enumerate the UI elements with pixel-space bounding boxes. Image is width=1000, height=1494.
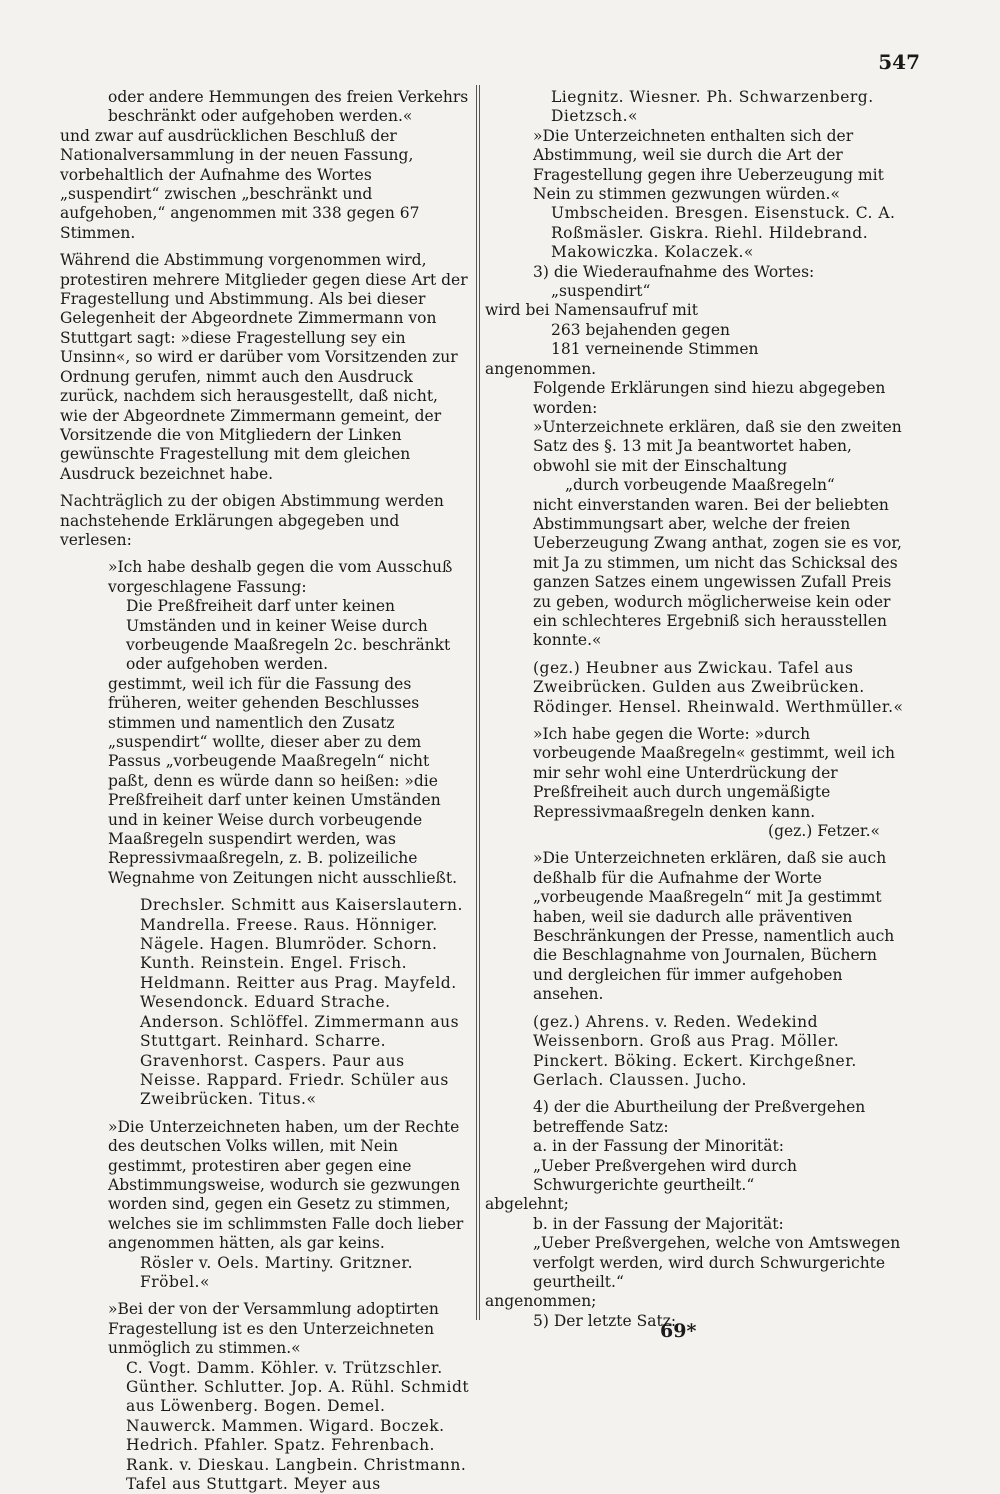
paragraph: Rösler v. Oels. Martiny. Gritzner. Fröbel.« — [140, 1253, 414, 1291]
right-column — [485, 88, 910, 1331]
paragraph: nicht einverstanden waren. Bei der beliebten Abstimmungsart aber, welche der freien Ueberzeugung Zwang anthat, zogen sie es vor, mit Ja zu stimmen, um nicht das Schicksal des ganzen Satzes einem ungewissen Zufall Preis zu geben, wodurch möglicherweise kein oder ein schlechteres Ergebniß sich herausstellen konnte.« — [533, 495, 902, 650]
paragraph: angenommen; — [485, 1292, 597, 1311]
paragraph: »Bei der von der Versammlung adoptirten Fragestellung ist es den Unterzeichneten unmöglich zu stimmen.« — [108, 1300, 439, 1358]
paragraph: 181 verneinende Stimmen — [551, 340, 759, 359]
paragraph: Drechsler. Schmitt aus Kaiserslautern. Mandrella. Freese. Raus. Hönniger. Nägele. Hagen. Blumröder. Schorn. Kunth. Reinstein. Engel. Frisch. Heldmann. Reitter aus Prag. Mayfeld. Wesendonck. Eduard Strache. Anderson. Schlöffel. Zimmermann aus Stuttgart. Reinhard. Scharre. Gravenhorst. Caspers. Paur aus Neisse. Rappard. Friedr. Schüler aus Zweibrücken. Titus.« — [140, 896, 463, 1109]
paragraph: wird bei Namensaufruf mit — [485, 301, 698, 320]
paragraph: „Ueber Preßvergehen wird durch Schwurgerichte geurtheilt.“ — [533, 1156, 798, 1194]
paragraph: und zwar auf ausdrücklichen Beschluß der Nationalversammlung in der neuen Fassung, vorbehaltlich der Aufnahme des Wortes „suspendirt“ zwischen „beschränkt und aufgehoben,“ angenommen mit 338 gegen 67 Stimmen. — [60, 126, 420, 242]
paragraph: »Ich habe gegen die Worte: »durch vorbeugende Maaßregeln« gestimmt, weil ich mir sehr wohl eine Unterdrückung der Preßfreiheit auch durch ungemäßigte Repressivmaaßregeln denken kann. — [533, 725, 896, 821]
paragraph: Während die Abstimmung vorgenommen wird, protestiren mehrere Mitglieder gegen diese Art der Fragestellung und Abstimmung. Als bei dieser Gelegenheit der Abgeordnete Zimmermann von Stuttgart sagt: »diese Fragestellung sey ein Unsinn«, so wird er darüber vom Vorsitzenden zur Ordnung gerufen, nimmt auch den Ausdruck zurück, nachdem sich herausgestellt, daß nicht, wie der Abgeordnete Zimmermann gemeint, der Vorsitzende die von Mitgliedern der Linken gewünschte Fragestellung mit dem gleichen Ausdruck bezeichnet habe. — [60, 251, 468, 483]
paragraph: „durch vorbeugende Maaßregeln“ — [565, 476, 835, 495]
paragraph: b. in der Fassung der Majorität: — [533, 1214, 784, 1233]
paragraph: »Die Unterzeichneten erklären, daß sie auch deßhalb für die Aufnahme der Worte „vorbeugende Maaßregeln“ mit Ja gestimmt haben, weil sie dadurch alle präventiven Beschränkungen der Presse, namentlich auch die Beschlagnahme von Journalen, Büchern und dergleichen für immer aufgehoben ansehen. — [533, 849, 895, 1004]
paragraph: (gez.) Fetzer.« — [768, 822, 880, 841]
paragraph: Liegnitz. Wiesner. Ph. Schwarzenberg. Dietzsch.« — [551, 88, 874, 126]
paragraph: 4) der die Aburtheilung der Preßvergehen betreffende Satz: — [533, 1098, 866, 1136]
paragraph: „suspendirt“ — [551, 282, 651, 301]
paragraph: Umbscheiden. Bresgen. Eisenstuck. C. A. Roßmäsler. Giskra. Riehl. Hildebrand. Makowiczka. Kolaczek.« — [551, 204, 896, 262]
paragraph: »Die Unterzeichneten haben, um der Rechte des deutschen Volks willen, mit Nein gestimmt, protestiren aber gegen eine Abstimmungsweise, wodurch sie gezwungen worden sind, gegen ein Gesetz zu stimmen, welches sie im schlimmsten Falle doch lieber angenommen hätten, als gar keins. — [108, 1117, 464, 1253]
paragraph: Folgende Erklärungen sind hiezu abgegeben worden: — [533, 379, 886, 417]
paragraph: abgelehnt; — [485, 1195, 569, 1214]
paragraph: 263 bejahenden gegen — [551, 320, 730, 339]
paragraph: 3) die Wiederaufnahme des Wortes: — [533, 262, 815, 281]
paragraph: 5) Der letzte Satz: — [533, 1311, 677, 1330]
paragraph: oder andere Hemmungen des freien Verkehrs beschränkt oder aufgehoben werden.« — [108, 88, 469, 126]
paragraph: Nachträglich zu der obigen Abstimmung werden nachstehende Erklärungen abgegeben und verlesen: — [60, 492, 444, 549]
paragraph: C. Vogt. Damm. Köhler. v. Trützschler. Günther. Schlutter. Jop. A. Rühl. Schmidt aus Löwenberg. Bogen. Demel. Nauwerck. Mammen. Wigard. Boczek. Hedrich. Pfahler. Spatz. Fehrenbach. Rank. v. Dieskau. Langbein. Christmann. Tafel aus Stuttgart. Meyer aus — [126, 1358, 470, 1494]
paragraph: „Ueber Preßvergehen, welche von Amtswegen verfolgt werden, wird durch Schwurgerichte geurtheilt.“ — [533, 1234, 901, 1291]
paragraph: gestimmt, weil ich für die Fassung des früheren, weiter gehenden Beschlusses stimmen und namentlich den Zusatz „suspendirt“ wollte, dieser aber zu dem Passus „vorbeugende Maaßregeln“ nicht paßt, denn es würde dann so heißen: »die Preßfreiheit darf unter keinen Umständen und in keiner Weise durch vorbeugende Maaßregeln suspendirt werden, was Repressivmaaßregeln, z. B. polizeiliche Wegnahme von Zeitungen nicht ausschließt. — [108, 674, 458, 887]
paragraph: (gez.) Ahrens. v. Reden. Wedekind Weissenborn. Groß aus Prag. Möller. Pinckert. Böking. Eckert. Kirchgeßner. Gerlach. Claussen. Jucho. — [533, 1012, 857, 1089]
paragraph: (gez.) Heubner aus Zwickau. Tafel aus Zweibrücken. Gulden aus Zweibrücken. Rödinger. Hensel. Rheinwald. Werthmüller.« — [533, 658, 904, 716]
left-column — [60, 88, 470, 1494]
paragraph: »Unterzeichnete erklären, daß sie den zweiten Satz des §. 13 mit Ja beantwortet haben, obwohl sie mit der Einschaltung — [533, 417, 902, 475]
paragraph: a. in der Fassung der Minorität: — [533, 1137, 784, 1156]
paragraph: Die Preßfreiheit darf unter keinen Umständen und in keiner Weise durch vorbeugende Maaßregeln 2c. beschränkt oder aufgehoben werden. — [126, 597, 451, 674]
page-number: 547 — [878, 50, 920, 74]
signature-mark: 69* — [660, 1320, 697, 1342]
column-divider — [476, 85, 480, 1320]
paragraph: »Die Unterzeichneten enthalten sich der Abstimmung, weil sie durch die Art der Fragestellung gegen ihre Ueberzeugung mit Nein zu stimmen gezwungen würden.« — [533, 126, 884, 204]
paragraph: angenommen. — [485, 359, 597, 378]
paragraph: »Ich habe deshalb gegen die vom Ausschuß vorgeschlagene Fassung: — [108, 558, 453, 596]
